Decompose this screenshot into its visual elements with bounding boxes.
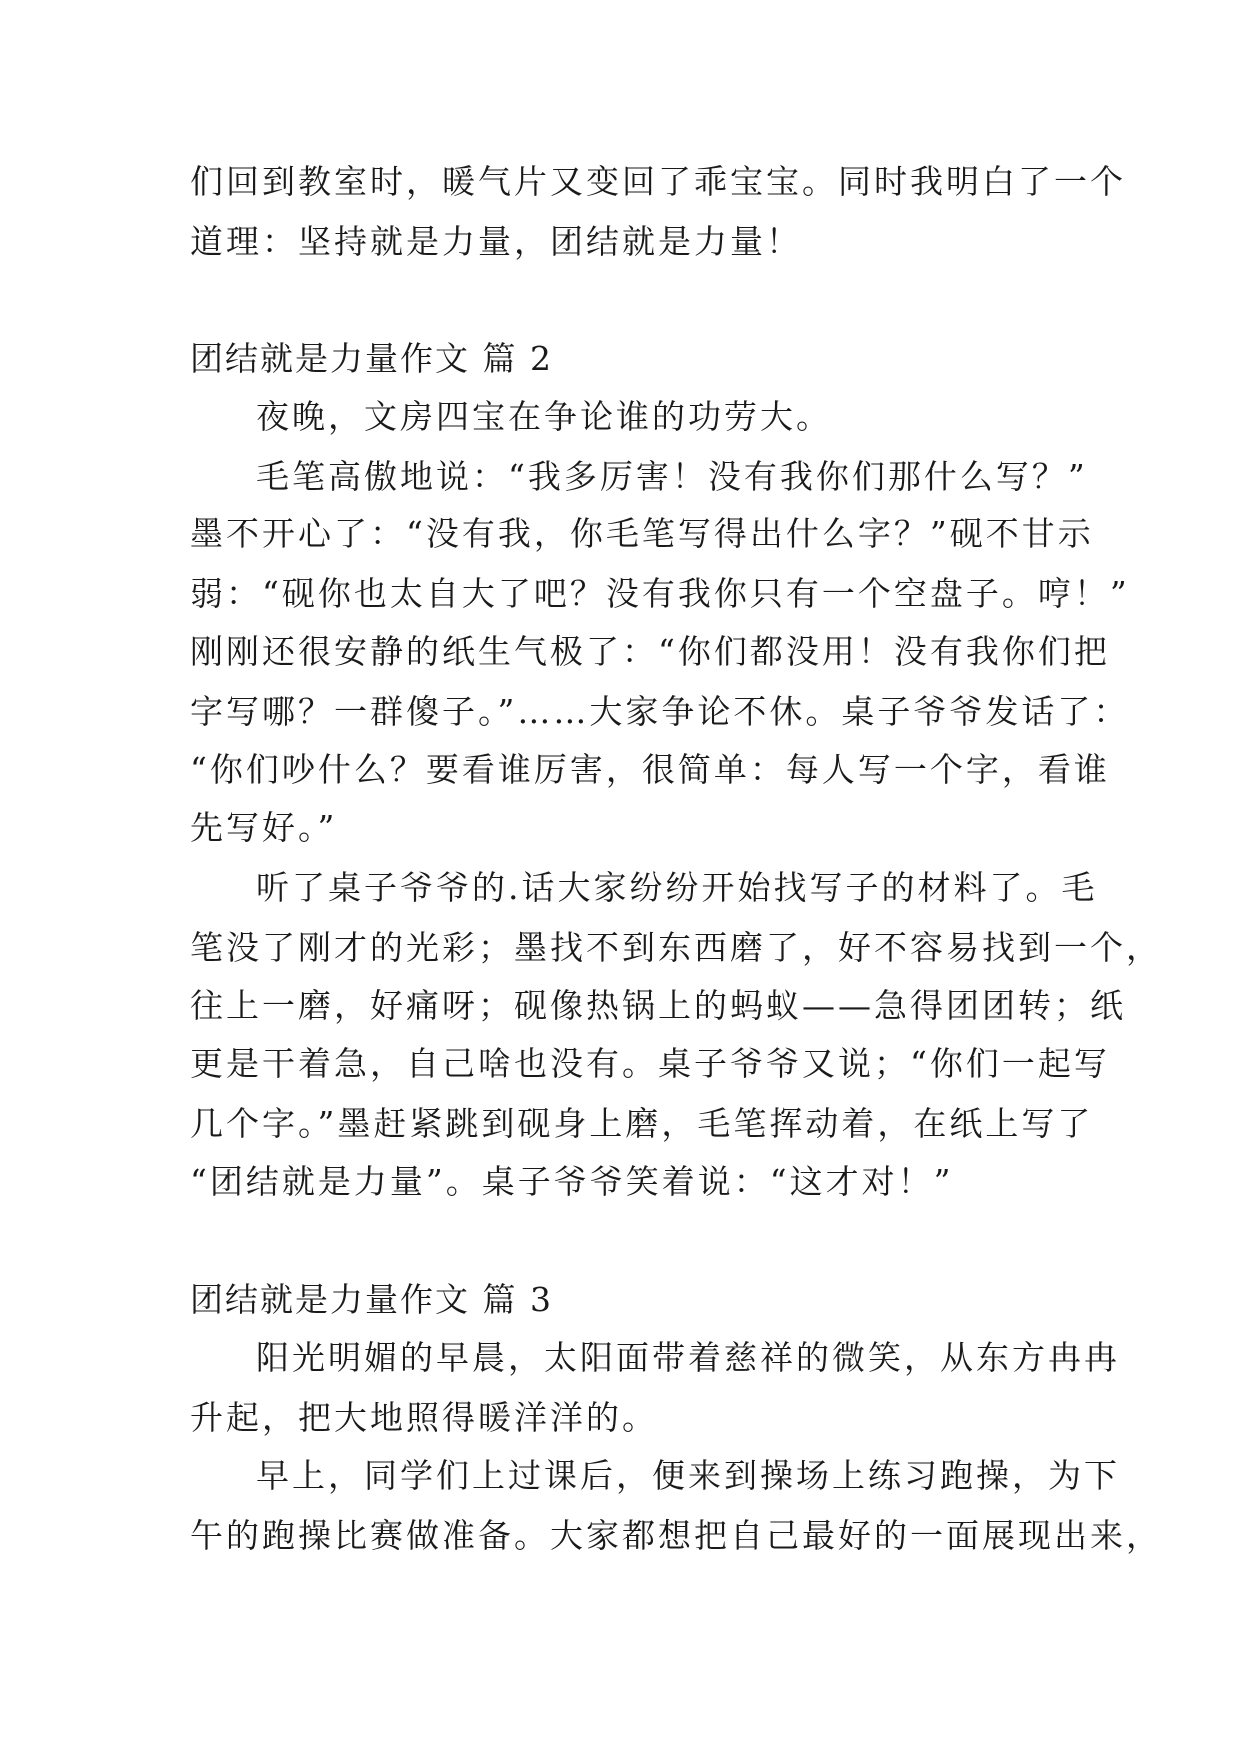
paragraph-line: “团结就是力量”。桌子爷爷笑着说：“这才对！” [190,1162,954,1201]
paragraph-line: 弱：“砚你也太自大了吧？没有我你只有一个空盘子。哼！” [190,574,1130,613]
paragraph-line: 升起，把大地照得暖洋洋的。 [190,1398,658,1437]
paragraph-line: 午的跑操比赛做准备。大家都想把自己最好的一面展现出来， [190,1516,1162,1555]
paragraph-line: 夜晚，文房四宝在争论谁的功劳大。 [256,397,832,436]
paragraph-line: 刚刚还很安静的纸生气极了：“你们都没用！没有我你们把 [190,632,1110,671]
paragraph-line: 几个字。”墨赶紧跳到砚身上磨，毛笔挥动着，在纸上写了 [190,1104,1094,1143]
paragraph-line: 毛笔高傲地说：“我多厉害！没有我你们那什么写？” [256,457,1088,496]
paragraph-line: 墨不开心了：“没有我，你毛笔写得出什么字？”砚不甘示 [190,514,1094,553]
paragraph-line: “你们吵什么？要看谁厉害，很简单：每人写一个字，看谁 [190,750,1110,789]
paragraph-line: 往上一磨，好痛呀；砚像热锅上的蚂蚁——急得团团转；纸 [190,986,1126,1025]
paragraph-line: 阳光明媚的早晨，太阳面带着慈祥的微笑，从东方冉冉 [256,1338,1120,1377]
paragraph-line: 们回到教室时，暖气片又变回了乖宝宝。同时我明白了一个 [190,162,1126,201]
paragraph-line: 更是干着急，自己啥也没有。桌子爷爷又说；“你们一起写 [190,1044,1110,1083]
paragraph-line: 先写好。” [190,808,338,847]
section-heading: 团结就是力量作文 篇 2 [190,339,553,378]
section-heading: 团结就是力量作文 篇 3 [190,1280,553,1319]
paragraph-line: 听了桌子爷爷的.话大家纷纷开始找写子的材料了。毛 [256,868,1098,907]
paragraph-line: 早上，同学们上过课后，便来到操场上练习跑操，为下 [256,1456,1120,1495]
paragraph-line: 字写哪？一群傻子。”……大家争论不休。桌子爷爷发话了： [190,692,1130,731]
paragraph-line: 道理：坚持就是力量，团结就是力量！ [190,222,802,261]
paragraph-line: 笔没了刚才的光彩；墨找不到东西磨了，好不容易找到一个， [190,928,1162,967]
